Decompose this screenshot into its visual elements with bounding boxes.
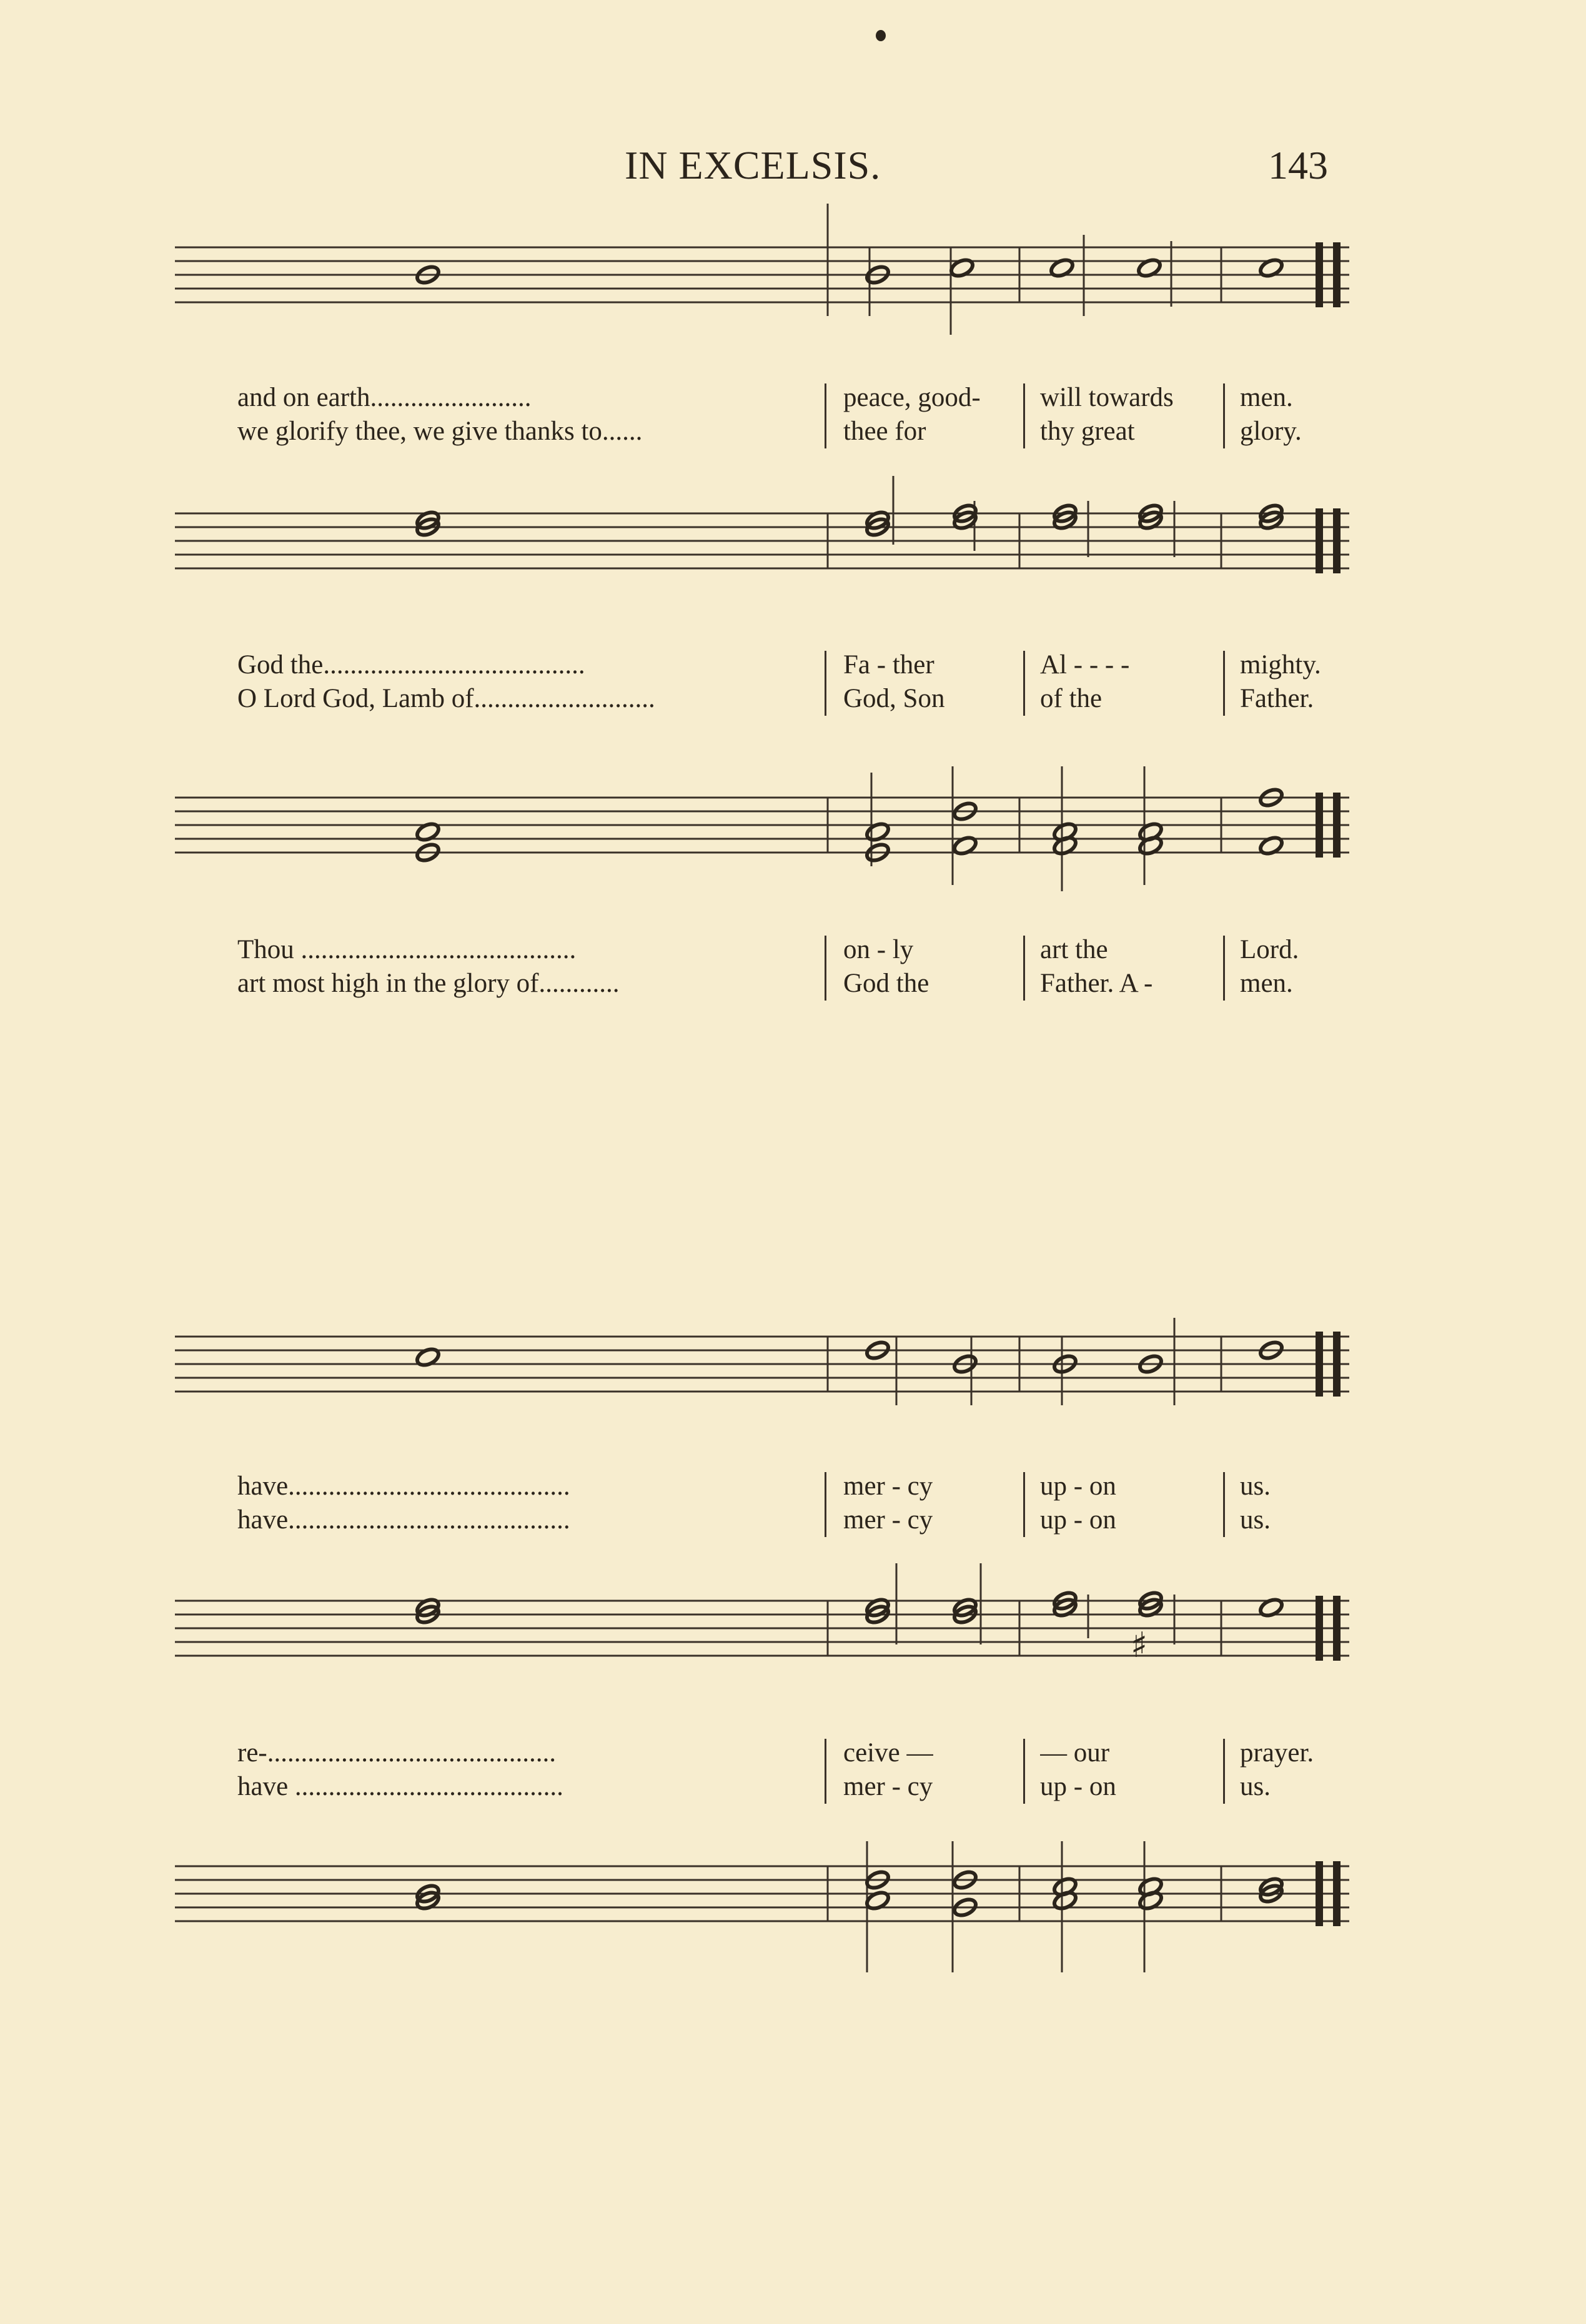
lyric-text: Father. A - <box>1040 969 1153 998</box>
lyric-text: will towards <box>1040 383 1174 412</box>
lyric-divider <box>1223 651 1225 716</box>
lyric-divider <box>1023 383 1025 448</box>
lyric-text: men. <box>1240 383 1293 412</box>
lyric-divider <box>1023 651 1025 716</box>
lyric-text: have.......................................... <box>237 1505 570 1535</box>
lyric-text: Al - - - - <box>1040 650 1130 680</box>
lyric-text: thy great <box>1040 417 1135 446</box>
lyric-text: we glorify thee, we give thanks to...... <box>237 417 643 446</box>
lyric-divider <box>1223 383 1225 448</box>
lyric-divider <box>825 936 826 1001</box>
lyric-text: God, Son <box>843 684 945 713</box>
lyric-text: up - on <box>1040 1505 1116 1535</box>
lyric-text: thee for <box>843 417 926 446</box>
page-title: IN EXCELSIS. <box>625 143 881 187</box>
lyric-divider <box>1023 1472 1025 1537</box>
lyric-text: prayer. <box>1240 1738 1314 1768</box>
music-staff <box>0 210 1586 335</box>
lyric-divider <box>825 1472 826 1537</box>
music-staff <box>0 1563 1586 1688</box>
lyric-divider <box>825 1739 826 1804</box>
lyric-text: Fa - ther <box>843 650 934 680</box>
lyric-text: Lord. <box>1240 935 1299 964</box>
lyric-text: O Lord God, Lamb of........................... <box>237 684 655 713</box>
sharp-sign: ♯ <box>1131 1625 1148 1666</box>
lyric-divider <box>825 383 826 448</box>
lyric-text: us. <box>1240 1505 1271 1535</box>
lyric-text: mer - cy <box>843 1772 933 1801</box>
ink-dot <box>876 30 886 41</box>
lyric-divider <box>1223 1472 1225 1537</box>
lyric-text: us. <box>1240 1471 1271 1501</box>
lyric-divider <box>1223 1739 1225 1804</box>
lyric-text: peace, good- <box>843 383 981 412</box>
lyric-divider <box>825 651 826 716</box>
lyric-text: men. <box>1240 969 1293 998</box>
lyric-text: of the <box>1040 684 1103 713</box>
page-number: 143 <box>1268 143 1328 187</box>
lyric-text: have.......................................... <box>237 1471 570 1501</box>
lyric-text: mer - cy <box>843 1505 933 1535</box>
lyric-text: Father. <box>1240 684 1314 713</box>
music-staff <box>0 760 1586 885</box>
lyric-text: on - ly <box>843 935 914 964</box>
lyric-divider <box>1023 936 1025 1001</box>
music-staff <box>0 1299 1586 1424</box>
lyric-text: re-........................................... <box>237 1738 556 1768</box>
lyric-text: mer - cy <box>843 1471 933 1501</box>
lyric-text: art most high in the glory of............ <box>237 969 620 998</box>
lyric-text: God the <box>843 969 929 998</box>
lyric-text: — our <box>1040 1738 1110 1768</box>
music-staff <box>0 476 1586 601</box>
lyric-text: up - on <box>1040 1471 1116 1501</box>
lyric-text: have ........................................ <box>237 1772 563 1801</box>
lyric-text: and on earth........................ <box>237 383 532 412</box>
lyric-text: mighty. <box>1240 650 1321 680</box>
lyric-text: art the <box>1040 935 1108 964</box>
lyric-text: up - on <box>1040 1772 1116 1801</box>
lyric-text: us. <box>1240 1772 1271 1801</box>
lyric-text: glory. <box>1240 417 1302 446</box>
lyric-divider <box>1023 1739 1025 1804</box>
lyric-text: God the....................................... <box>237 650 585 680</box>
lyric-text: Thou ......................................... <box>237 935 577 964</box>
lyric-divider <box>1223 936 1225 1001</box>
lyric-text: ceive — <box>843 1738 934 1768</box>
music-staff <box>0 1829 1586 1954</box>
